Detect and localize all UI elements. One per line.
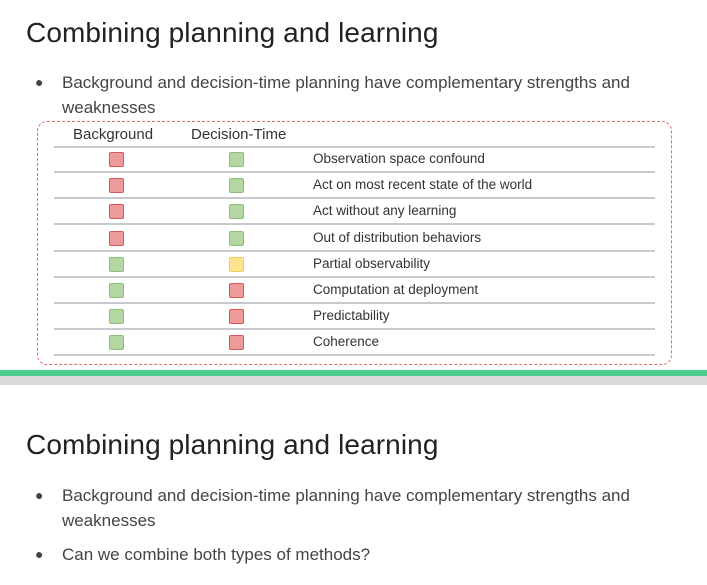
decision-time-status-square-red [229,309,244,324]
background-status-square-red [109,152,124,167]
bullet-dot-icon: ● [35,546,44,562]
table-row [54,147,655,173]
background-status-square-red [109,231,124,246]
slide-title: Combining planning and learning [26,17,439,48]
background-status-square-green [109,283,124,298]
row-label: Partial observability [313,255,431,271]
table-row [54,226,655,252]
decision-time-status-square-red [229,335,244,350]
column-header-background: Background [73,126,154,143]
table-row [54,278,655,304]
bullet-text: Background and decision-time planning have complementary strengths and weaknesses [62,73,630,117]
decision-time-status-square-red [229,283,244,298]
row-divider [54,354,655,356]
table-row [54,304,655,330]
background-status-square-red [109,178,124,193]
decision-time-status-square-green [229,231,244,246]
slide-title: Combining planning and learning [26,429,439,460]
bullet-text: Background and decision-time planning have complementary strengths and weaknesses [62,486,630,530]
decision-time-status-square-green [229,204,244,219]
column-header-decision-time: Decision-Time [191,126,287,143]
bullet-text: Can we combine both types of methods? [62,545,371,564]
row-label: Coherence [313,334,380,350]
background-status-square-red [109,204,124,219]
slide-2 [0,385,707,585]
row-label: Act on most recent state of the world [313,177,533,193]
row-label: Out of distribution behaviors [313,229,482,245]
row-label: Predictability [313,308,390,324]
background-status-square-green [109,335,124,350]
decision-time-status-square-yellow [229,257,244,272]
decision-time-status-square-green [229,178,244,193]
table-row [54,330,655,356]
background-status-square-green [109,257,124,272]
bullet-item [35,483,675,533]
bullet-item [35,70,675,120]
bullet-dot-icon: ● [35,74,44,90]
slide-divider [0,376,707,385]
bullet-item [35,542,675,567]
table-row [54,173,655,199]
row-label: Computation at deployment [313,282,479,297]
row-label: Observation space confound [313,151,485,166]
bullet-dot-icon: ● [35,487,44,503]
background-status-square-green [109,309,124,324]
table-row [54,252,655,278]
decision-time-status-square-green [229,152,244,167]
table-row [54,199,655,225]
row-label: Act without any learning [313,203,457,219]
